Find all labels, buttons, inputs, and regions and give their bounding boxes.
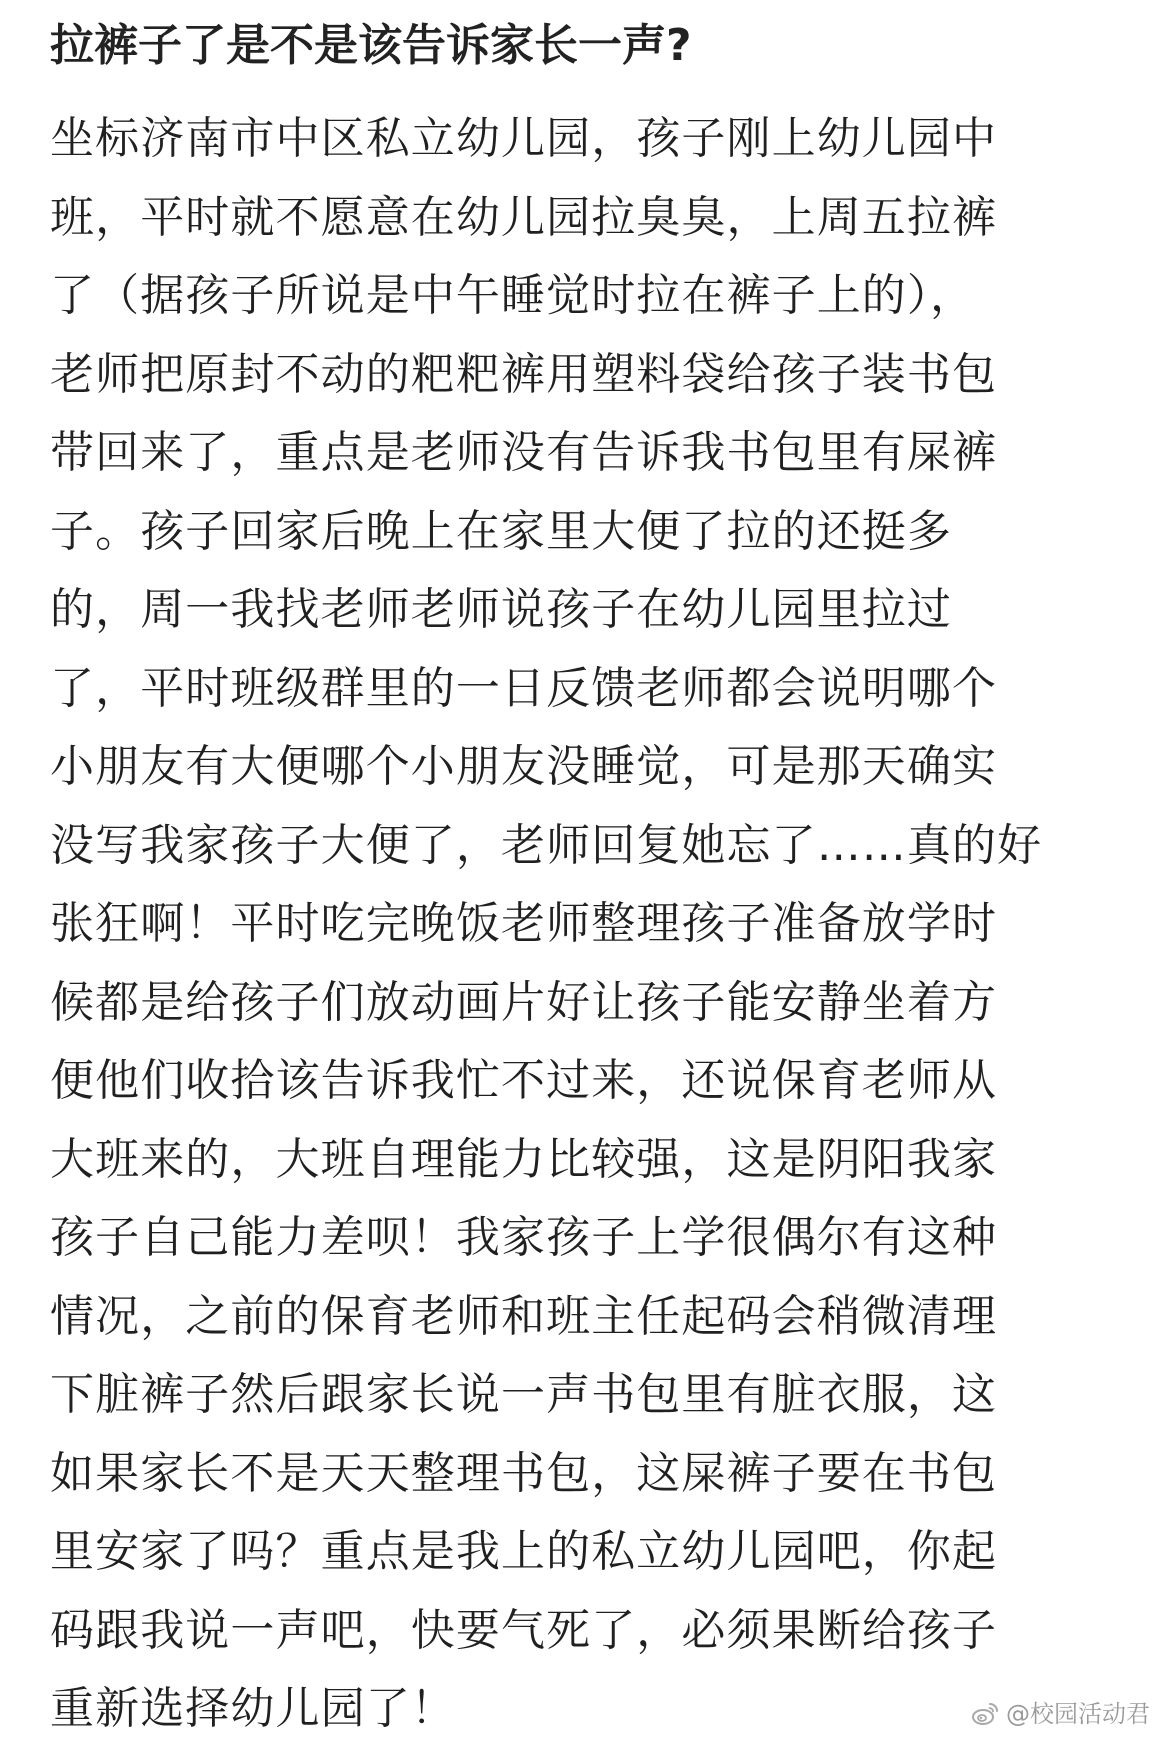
post-body-line: 坐标济南市中区私立幼儿园，孩子刚上幼儿园中 bbox=[50, 113, 998, 164]
post-body-line: 带回来了，重点是老师没有告诉我书包里有屎裤 bbox=[50, 427, 998, 478]
post-body-line: 小朋友有大便哪个小朋友没睡觉，可是那天确实 bbox=[50, 741, 998, 792]
post-body-line: 码跟我说一声吧，快要气死了，必须果断给孩子 bbox=[50, 1604, 998, 1656]
post-body-line: 下脏裤子然后跟家长说一声书包里有脏衣服，这 bbox=[50, 1369, 998, 1420]
post-body-line: 老师把原封不动的粑粑裤用塑料袋给孩子装书包 bbox=[50, 348, 998, 400]
post-body-line: 子。孩子回家后晚上在家里大便了拉的还挺多 bbox=[50, 505, 952, 557]
post-body-line: 的，周一我找老师老师说孩子在幼儿园里拉过 bbox=[50, 584, 952, 635]
post-body-line: 没写我家孩子大便了，老师回复她忘了……真的好 bbox=[50, 819, 1043, 871]
post-body-line: 候都是给孩子们放动画片好让孩子能安静坐着方 bbox=[50, 976, 998, 1028]
post-body-line: 情况，之前的保育老师和班主任起码会稍微清理 bbox=[50, 1290, 998, 1342]
post-body-line: 了（据孩子所说是中午睡觉时拉在裤子上的）， bbox=[50, 270, 976, 321]
post-body-line: 张狂啊！平时吃完晚饭老师整理孩子准备放学时 bbox=[50, 898, 998, 949]
post-body bbox=[50, 100, 1140, 1749]
post-body-line: 便他们收拾该告诉我忙不过来，还说保育老师从 bbox=[50, 1055, 998, 1106]
post-body-line: 里安家了吗？重点是我上的私立幼儿园吧，你起 bbox=[50, 1526, 998, 1577]
post-title: 拉裤子了是不是该告诉家长一声? bbox=[50, 20, 692, 71]
weibo-watermark bbox=[970, 1699, 1150, 1729]
weibo-icon bbox=[970, 1699, 1000, 1729]
post-body-line: 班，平时就不愿意在幼儿园拉臭臭，上周五拉裤 bbox=[50, 191, 998, 243]
post-body-line: 如果家长不是天天整理书包，这屎裤子要在书包 bbox=[50, 1447, 998, 1499]
post-body-line: 重新选择幼儿园了！ bbox=[50, 1683, 456, 1734]
watermark-account: @校园活动君 bbox=[1006, 1700, 1150, 1728]
post-body-line: 大班来的，大班自理能力比较强，这是阴阳我家 bbox=[50, 1133, 998, 1185]
post-body-line: 了，平时班级群里的一日反馈老师都会说明哪个 bbox=[50, 662, 998, 714]
post-body-line: 孩子自己能力差呗！我家孩子上学很偶尔有这种 bbox=[50, 1212, 998, 1263]
